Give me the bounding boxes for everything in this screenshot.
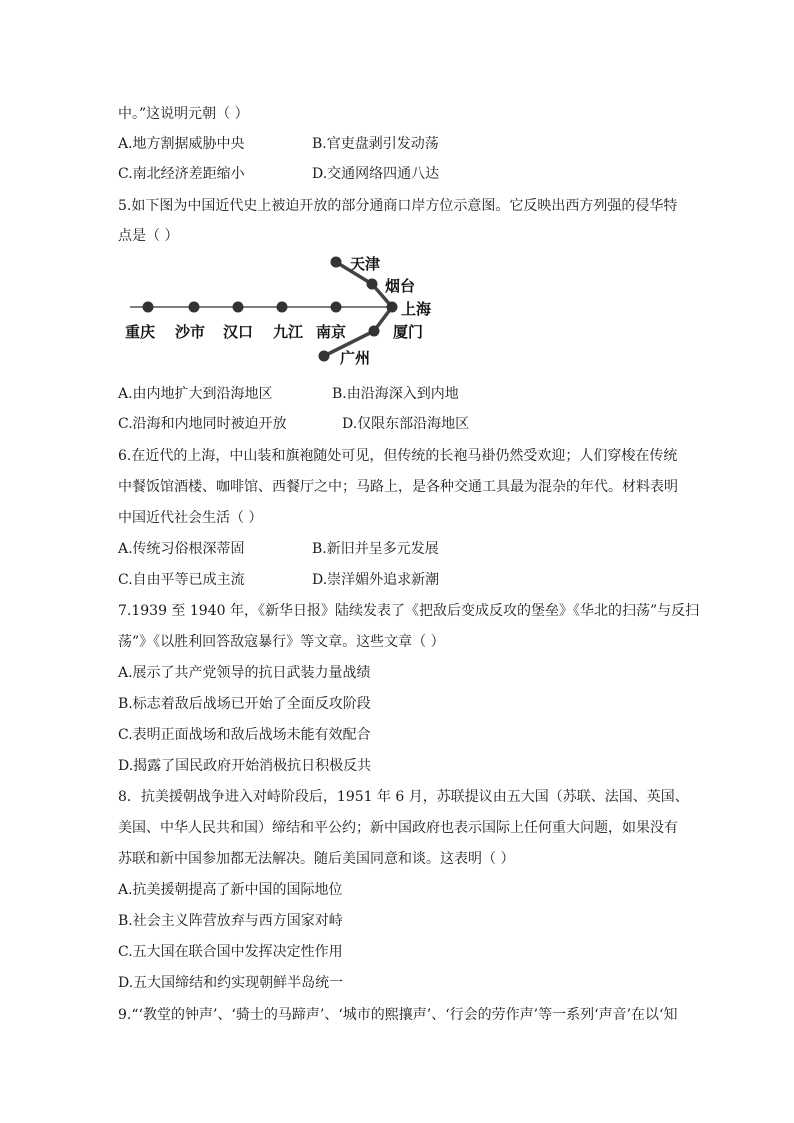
q7-option-b: B.标志着敌后战场已开始了全面反攻阶段 xyxy=(118,696,371,712)
port-dot-shanghai xyxy=(387,302,398,313)
q7-option-a: A.展示了共产党领导的抗日武装力量战绩 xyxy=(118,665,371,681)
q4-option-b: B.官吏盘剥引发动荡 xyxy=(312,136,439,152)
q8-option-a: A.抗美援朝提高了新中国的国际地位 xyxy=(118,882,343,898)
port-dot-tianjin xyxy=(331,257,342,268)
q7-stem-line-2: 荡”》《以胜利回答敌寇暴行》等文章。这些文章（ ） xyxy=(118,634,445,650)
q7-option-d: D.揭露了国民政府开始消极抗日积极反共 xyxy=(118,758,372,774)
port-dot-xiamen xyxy=(369,326,380,337)
port-label-nanjing: 南京 xyxy=(316,323,347,341)
q4-option-a: A.地方割据威胁中央 xyxy=(118,136,245,152)
port-label-shanghai: 上海 xyxy=(401,300,432,318)
port-label-jiujiang: 九江 xyxy=(273,323,304,341)
port-dot-guangzhou xyxy=(319,351,330,362)
port-label-chongqing: 重庆 xyxy=(125,323,156,341)
q6-option-b: B.新旧并呈多元发展 xyxy=(312,541,439,557)
port-dot-nanjing xyxy=(331,302,342,313)
port-dot-shashi xyxy=(189,302,200,313)
q4-option-c: C.南北经济差距缩小 xyxy=(118,166,245,182)
q7-option-c: C.表明正面战场和敌后战场未能有效配合 xyxy=(118,727,371,743)
q6-option-c: C.自由平等已成主流 xyxy=(118,572,245,588)
port-label-yantai: 烟台 xyxy=(385,277,416,295)
q6-stem-line-2: 中餐饭馆酒楼、咖啡馆、西餐厅之中；马路上，是各种交通工具最为混杂的年代。材料表明 xyxy=(118,479,678,495)
q8-option-b: B.社会主义阵营放弃与西方国家对峙 xyxy=(118,913,343,929)
q5-stem-line-2: 点是（ ） xyxy=(118,228,179,244)
q7-stem-line-1: 7.1939 至 1940 年，《新华日报》陆续发表了《把敌后变成反攻的堡垒》《华北的扫荡”与反扫 xyxy=(118,603,700,619)
port-dot-hankou xyxy=(233,302,244,313)
q6-option-a: A.传统习俗根深蒂固 xyxy=(118,541,245,557)
q6-option-d: D.崇洋媚外追求新潮 xyxy=(312,572,440,588)
q8-option-c: C.五大国在联合国中发挥决定性作用 xyxy=(118,944,343,960)
q4-stem-tail: 中。”这说明元朝（ ） xyxy=(118,106,249,122)
q6-stem-line-1: 6.在近代的上海，中山装和旗袍随处可见，但传统的长袍马褂仍然受欢迎；人们穿梭在传统 xyxy=(118,448,678,464)
q5-option-a: A.由内地扩大到沿海地区 xyxy=(118,386,273,402)
port-dot-yantai xyxy=(367,279,378,290)
q5-option-d: D.仅限东部沿海地区 xyxy=(342,416,470,432)
q6-stem-line-3: 中国近代社会生活（ ） xyxy=(118,510,263,526)
q5-option-c: C.沿海和内地同时被迫开放 xyxy=(118,416,287,432)
q8-stem-line-2: 美国、中华人民共和国）缔结和平公约；新中国政府也表示国际上任何重大问题，如果没有 xyxy=(118,820,678,836)
q5-option-b: B.由沿海深入到内地 xyxy=(332,386,459,402)
q4-option-d: D.交通网络四通八达 xyxy=(312,166,440,182)
q9-stem-line-1: 9.“‘教堂的钟声’、‘骑士的马蹄声’、‘城市的熙攘声’、‘行会的劳作声’等一系列‘声音’在以‘知 xyxy=(118,1007,678,1023)
port-label-shashi: 沙市 xyxy=(175,323,206,341)
q8-option-d: D.五大国缔结和约实现朝鲜半岛统一 xyxy=(118,975,344,991)
port-label-tianjin: 天津 xyxy=(350,255,381,273)
port-label-xiamen: 厦门 xyxy=(393,323,424,341)
port-label-guangzhou: 广州 xyxy=(340,349,371,367)
port-dot-jiujiang xyxy=(277,302,288,313)
treaty-ports-map xyxy=(118,245,448,370)
q8-stem-line-3: 苏联和新中国参加都无法解决。随后美国同意和谈。这表明（ ） xyxy=(118,851,515,867)
q5-stem-line-1: 5.如下图为中国近代史上被迫开放的部分通商口岸方位示意图。它反映出西方列强的侵华特 xyxy=(118,198,678,214)
port-label-hankou: 汉口 xyxy=(223,323,254,341)
port-dot-chongqing xyxy=(143,302,154,313)
q8-stem-line-1: 8．抗美援朝战争进入对峙阶段后，1951 年 6 月，苏联提议由五大国（苏联、法国、英国、 xyxy=(118,789,689,805)
